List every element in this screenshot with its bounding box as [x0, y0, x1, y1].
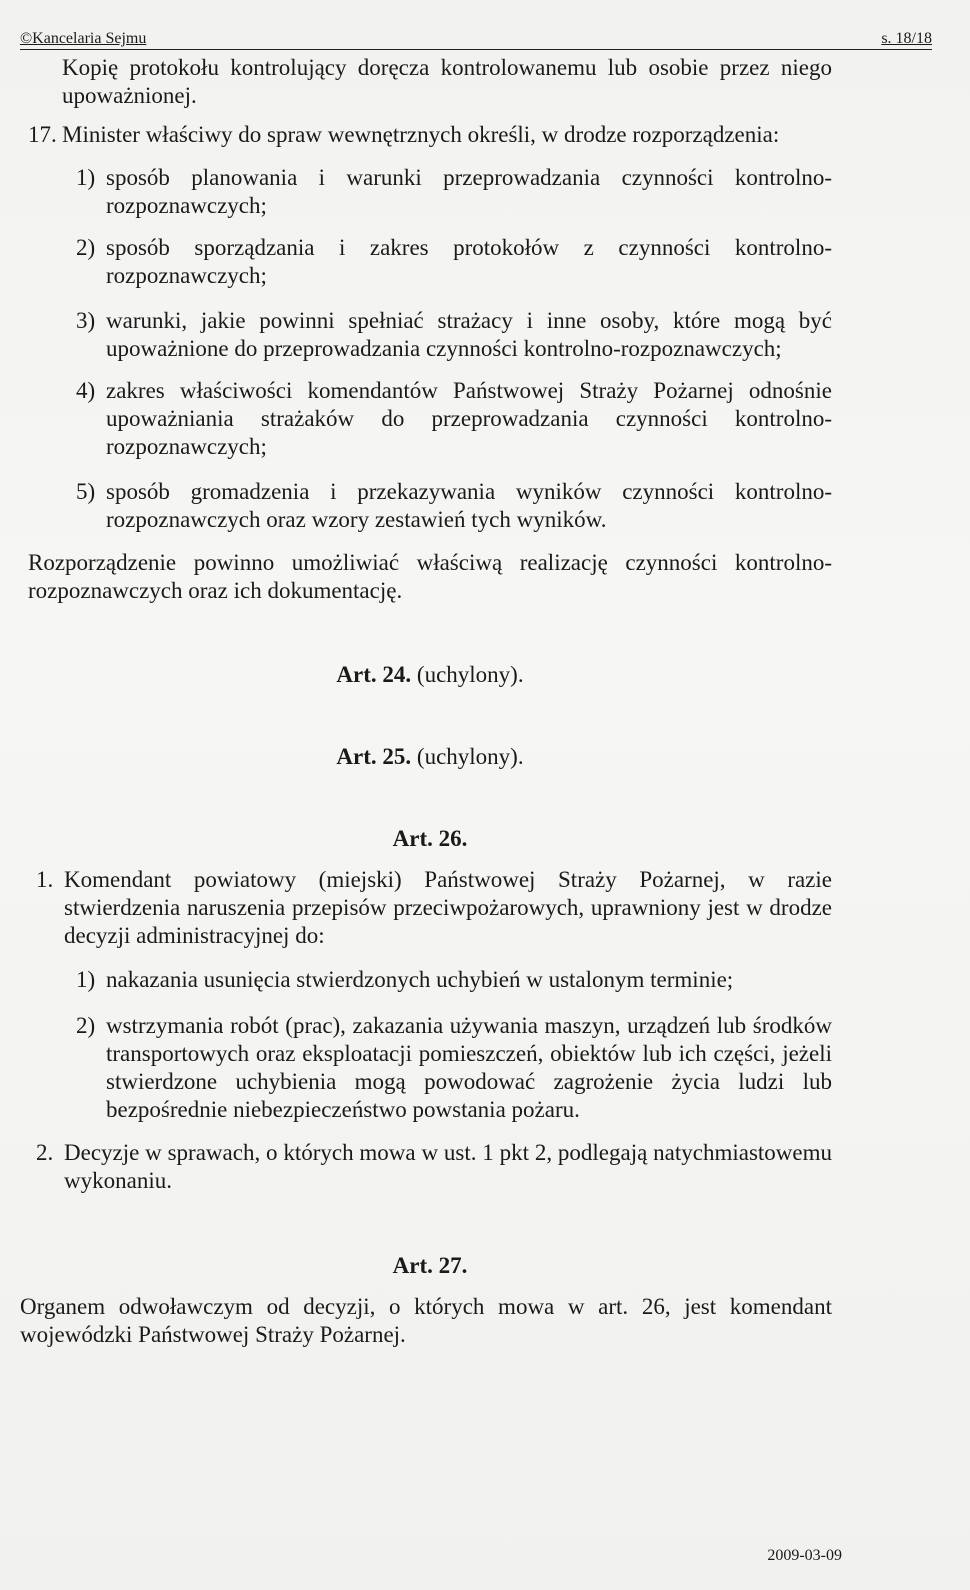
sub-4-number: 4) [76, 378, 96, 403]
item-17-number: 17. [28, 122, 57, 147]
item-17-sub-5 [76, 478, 832, 538]
art-26-para-1 [36, 866, 832, 956]
footer-date: 2009-03-09 [767, 1547, 842, 1564]
art-26-sub-1-number: 1) [76, 967, 96, 992]
sub-3-text: warunki, jakie powinni spełniać strażacy i inne osoby, które mogą być upoważnione do przeprowadzania czynności kontrolno-rozpoznawczych; [106, 308, 832, 361]
sub-4-text: zakres właściwości komendantów Państwowej Straży Pożarnej odnośnie upoważniania strażaków do przeprowadzania czynności kontrolno-rozpoznawczych; [106, 378, 832, 459]
art-26-para-2-number: 2. [36, 1140, 54, 1165]
art-25 [0, 743, 860, 771]
art-26-para-1-number: 1. [36, 867, 54, 892]
art-26-sub-1-text: nakazania usunięcia stwierdzonych uchybień w ustalonym terminie; [106, 967, 734, 992]
art-25-text: (uchylony). [416, 744, 524, 769]
sub-1-text: sposób planowania i warunki przeprowadzania czynności kontrolno-rozpoznawczych; [106, 165, 832, 218]
item-17-sub-3 [76, 307, 832, 367]
sub-2-text: sposób sporządzania i zakres protokołów z czynności kontrolno-rozpoznawczych; [106, 235, 832, 288]
item-17-closing: Rozporządzenie powinno umożliwiać właściwą realizację czynności kontrolno-rozpoznawczych oraz ich dokumentację. [28, 550, 832, 603]
header-page-number: s. 18/18 [881, 30, 932, 47]
art-26-sub-1 [76, 966, 832, 996]
sub-3-number: 3) [76, 308, 96, 333]
art-27-text: Organem odwoławczym od decyzji, o których mowa w art. 26, jest komendant wojewódzki Państwowej Straży Pożarnej. [20, 1294, 832, 1347]
art-25-label: Art. 25. [336, 744, 412, 769]
art-26-sub-2 [76, 1012, 832, 1132]
item-17-sub-1 [76, 164, 832, 224]
header-copyright: ©Kancelaria Sejmu [20, 30, 147, 47]
art-24-label: Art. 24. [336, 662, 412, 687]
sub-5-text: sposób gromadzenia i przekazywania wyników czynności kontrolno-rozpoznawczych oraz wzory zestawień tych wyników. [106, 479, 832, 532]
art-24 [0, 661, 860, 689]
art-27-heading: Art. 27. [392, 1253, 468, 1278]
item-17-sub-2 [76, 234, 832, 294]
art-26-para-1-text: Komendant powiatowy (miejski) Państwowej Straży Pożarnej, w razie stwierdzenia naruszenia przepisów przeciwpożarowych, uprawniony jest w drodze decyzji administracyjnej do: [64, 867, 832, 948]
art-26-para-2-text: Decyzje w sprawach, o których mowa w ust. 1 pkt 2, podlegają natychmiastowemu wykonaniu. [64, 1140, 832, 1193]
sub-5-number: 5) [76, 479, 96, 504]
top-paragraph: Kopię protokołu kontrolujący doręcza kontrolowanemu lub osobie przez niego upoważnionej. [62, 55, 832, 108]
sub-1-number: 1) [76, 165, 96, 190]
item-17-text: Minister właściwy do spraw wewnętrznych określi, w drodze rozporządzenia: [62, 122, 780, 147]
item-17 [28, 121, 832, 151]
art-26-heading: Art. 26. [392, 826, 468, 851]
art-26-para-2 [36, 1139, 832, 1199]
item-17-sub-4 [76, 377, 832, 467]
page-header [20, 29, 932, 50]
art-26-sub-2-text: wstrzymania robót (prac), zakazania używania maszyn, urządzeń lub środków transportowych oraz eksploatacji pomieszczeń, obiektów lub ich części, jeżeli stwierdzone uchybienia mogą powodować zagrożenie życia ludzi lub bezpośrednie niebezpieczeństwo powstania pożaru. [106, 1013, 832, 1122]
art-24-text: (uchylony). [416, 662, 524, 687]
sub-2-number: 2) [76, 235, 96, 260]
art-26-sub-2-number: 2) [76, 1013, 96, 1038]
